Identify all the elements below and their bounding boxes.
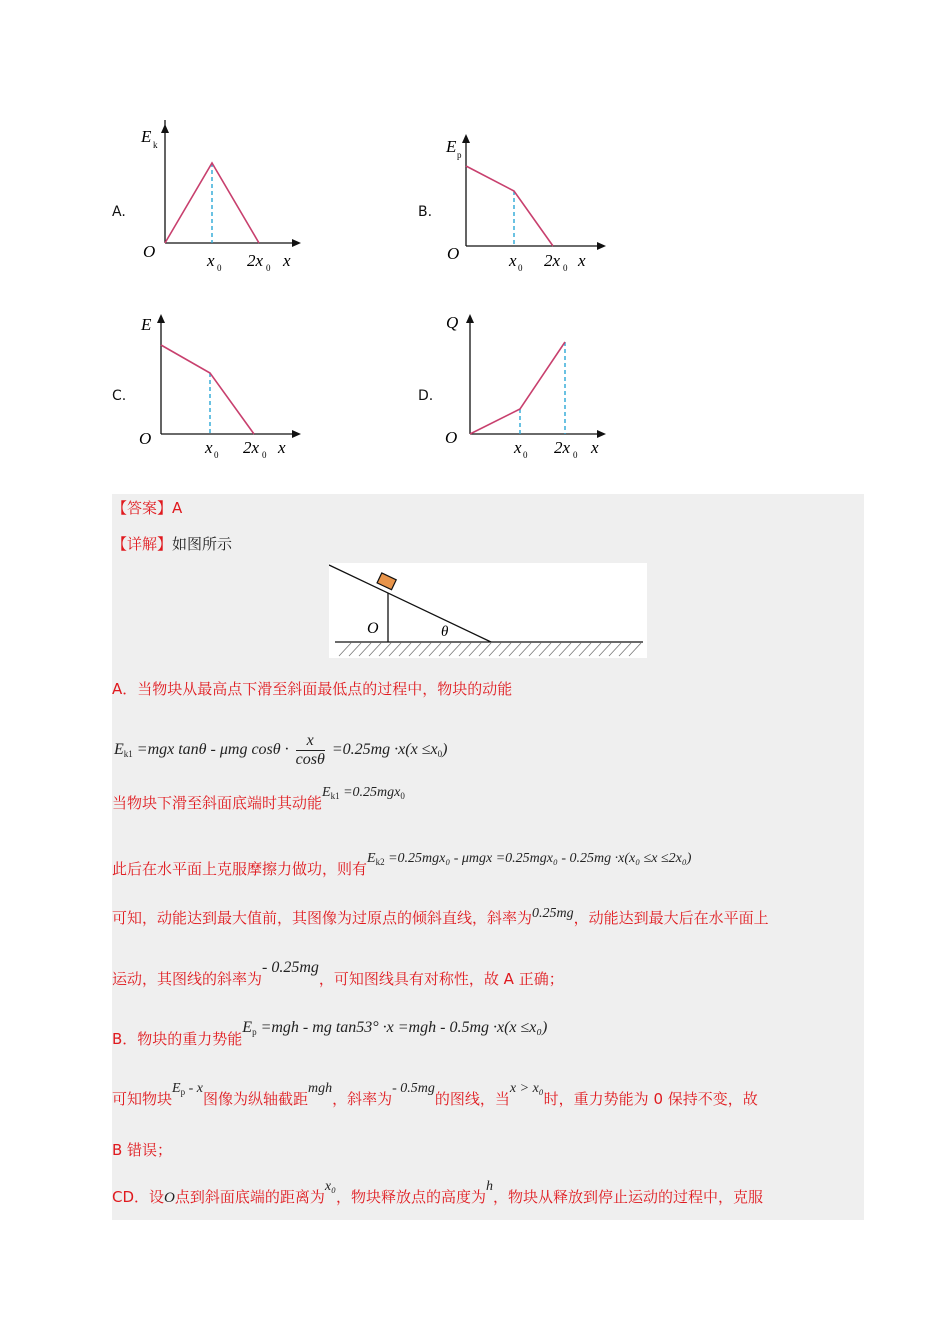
option-d-label: D.	[418, 388, 434, 404]
answer-tag: 【答案】	[112, 499, 173, 517]
x-arrow	[292, 430, 301, 438]
line7-m1-rest: - x	[185, 1081, 203, 1096]
eq1-den: cosθ	[295, 751, 325, 768]
origin-label: O	[143, 242, 156, 261]
eq1-part-b: =0.25mg ·x(x ≤x	[331, 741, 438, 759]
eq1-num: x	[296, 732, 325, 751]
x2-label: 2x	[554, 438, 571, 457]
x-label: x	[578, 251, 586, 270]
line-5	[112, 959, 564, 989]
y-arrow	[462, 134, 470, 143]
line2-e: E	[322, 785, 331, 800]
x-arrow	[597, 242, 606, 250]
x-label: x	[591, 438, 599, 457]
x0-sub: 0	[523, 450, 528, 460]
line5-b: ，可知图线具有对称性，故 A 正确；	[318, 970, 564, 988]
y-label-sub: p	[457, 150, 462, 160]
x2-label: 2x	[544, 251, 561, 270]
x0-sub: 0	[518, 263, 523, 273]
answer-value: A	[172, 499, 183, 517]
line2-val: =0.25mgx	[339, 785, 401, 800]
line9-o: O	[164, 1190, 175, 1206]
line9-d: ，物块从释放到停止运动的过程中，克服	[493, 1188, 764, 1206]
eq1-lhs: E	[114, 741, 124, 759]
line7-m2: mgh	[307, 1081, 333, 1096]
line3-val: =0.25mgx₀ - μmgx =0.25mgx₀ - 0.25mg ·x(x₀ ≤x ≤2x₀)	[384, 851, 692, 866]
line2-text: 当物块下滑至斜面底端时其动能	[112, 794, 323, 812]
x-arrow	[597, 430, 606, 438]
line-4	[112, 907, 769, 928]
x2-sub: 0	[266, 263, 271, 273]
option-b-label: B.	[418, 204, 433, 220]
origin-label: O	[139, 429, 152, 448]
graph-d	[440, 308, 615, 468]
x2-sub: 0	[563, 263, 568, 273]
line9-m1: x₀	[324, 1179, 336, 1194]
line-3	[112, 851, 692, 879]
y-label-sub: k	[153, 140, 158, 150]
line7-e: 时，重力势能为 0 保持不变，故	[543, 1090, 758, 1108]
x-arrow	[292, 239, 301, 247]
graph-c	[135, 308, 310, 468]
lineb-sub: p	[252, 1027, 257, 1037]
line7-b: 图像为纵轴截距	[202, 1090, 308, 1108]
line-a-intro: A．当物块从最高点下滑至斜面最低点的过程中，物块的动能	[112, 680, 513, 698]
lineb-val: =mgh - mg tan53° ·x =mgh - 0.5mg ·x(x ≤x₀)	[256, 1019, 548, 1036]
eq1-fraction	[296, 732, 325, 769]
x2-sub: 0	[262, 450, 267, 460]
x0-label: x	[205, 438, 213, 457]
line7-c: ，斜率为	[332, 1090, 393, 1108]
x2-label: 2x	[243, 438, 260, 457]
eq1-b-sub: 0	[437, 749, 443, 760]
detail-text: 如图所示	[172, 535, 233, 553]
y-arrow	[157, 314, 165, 323]
curve	[466, 166, 553, 246]
y-arrow	[161, 124, 169, 133]
lineb-text: B．物块的重力势能	[112, 1030, 243, 1048]
y-label: Q	[446, 313, 459, 332]
x2-label: 2x	[247, 251, 264, 270]
incline-figure	[329, 563, 647, 658]
x0-sub: 0	[214, 450, 219, 460]
line7-m4: x > x₀	[509, 1081, 544, 1096]
graph-b	[440, 128, 615, 278]
line2-val-sub: 0	[400, 791, 405, 801]
origin-label: O	[447, 244, 460, 263]
line-9	[112, 1179, 764, 1207]
x0-label: x	[514, 438, 522, 457]
detail-tag: 【详解】	[112, 535, 173, 553]
x0-label: x	[509, 251, 517, 270]
line3-e: E	[367, 851, 376, 866]
line4-b: ，动能达到最大后在水平面上	[573, 909, 769, 927]
angle-label: θ	[441, 624, 449, 640]
eq1-sub: k1	[123, 749, 133, 760]
line-2	[112, 785, 405, 813]
line3-text: 此后在水平面上克服摩擦力做功，则有	[112, 860, 368, 878]
curve	[161, 345, 254, 434]
line7-a: 可知物块	[112, 1090, 173, 1108]
line9-c: ，物块释放点的高度为	[335, 1188, 486, 1206]
line5-math: - 0.25mg	[262, 959, 319, 976]
line-b-intro	[112, 1019, 548, 1049]
line3-sub: k2	[375, 857, 385, 867]
line7-m1	[172, 1081, 203, 1096]
line3-math	[367, 851, 691, 866]
origin-label: O	[445, 428, 458, 447]
x-label: x	[283, 251, 291, 270]
equation-1	[114, 732, 447, 769]
line4-math: 0.25mg	[532, 906, 574, 921]
line2-math	[322, 785, 405, 800]
line7-d: 的图线，当	[434, 1090, 510, 1108]
line4-a: 可知，动能达到最大值前，其图像为过原点的倾斜直线，斜率为	[112, 909, 533, 927]
option-c-label: C.	[112, 388, 127, 404]
eq1-part-a: =mgx tanθ - μmg cosθ ·	[136, 741, 289, 759]
x2-sub: 0	[573, 450, 578, 460]
x-label: x	[278, 438, 286, 457]
line7-m1-sub: p	[180, 1087, 186, 1097]
y-label: E	[141, 127, 152, 146]
y-label: E	[141, 315, 152, 334]
line7-m1-e: E	[172, 1081, 181, 1096]
detail-line	[112, 533, 232, 554]
line9-m2: h	[486, 1179, 493, 1194]
line9-a: CD．设	[112, 1188, 165, 1206]
curve	[470, 342, 565, 434]
curve	[165, 163, 259, 243]
line5-a: 运动，其图线的斜率为	[112, 970, 263, 988]
line9-b: 点到斜面底端的距离为	[174, 1188, 325, 1206]
line7-m3: - 0.5mg	[392, 1081, 435, 1096]
x0-sub: 0	[217, 263, 222, 273]
y-arrow	[466, 314, 474, 323]
option-a-label: A.	[112, 204, 126, 220]
graph-a	[135, 120, 310, 280]
line-7	[112, 1081, 758, 1109]
lineb-e: E	[242, 1019, 253, 1036]
line-8: B 错误；	[112, 1141, 173, 1159]
y-label: E	[446, 137, 457, 156]
origin-label: O	[367, 620, 379, 637]
lineb-math	[242, 1019, 547, 1036]
answer-line	[112, 497, 182, 518]
eq1-part-c: )	[442, 741, 448, 759]
line2-sub: k1	[330, 791, 340, 801]
x0-label: x	[207, 251, 215, 270]
